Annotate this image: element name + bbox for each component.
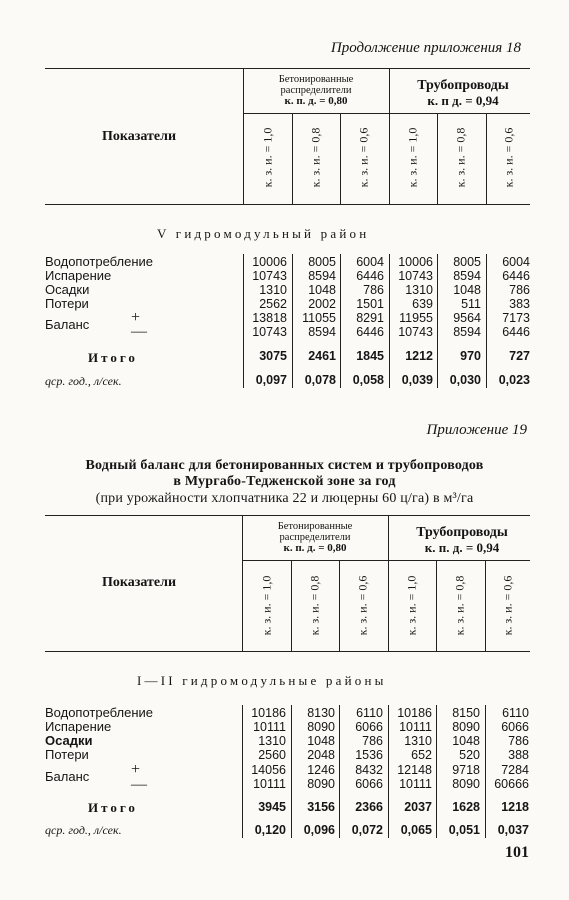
table-cell: 10743 [252,269,287,283]
table-cell: 1310 [405,283,433,297]
table-cell: 1048 [308,283,336,297]
table-cell: 2560 [258,748,286,762]
table-cell: 10111 [399,777,432,791]
table-cell: 0,030 [449,373,481,387]
table-cell: 1536 [355,748,383,762]
table-cell: 8432 [355,763,383,777]
table-cell: 786 [363,283,384,297]
table-cell: 786 [362,734,383,748]
column-rule [389,254,390,388]
group-title-line1: Бетонированные [277,521,353,532]
col-header: к. з. и. = 0,6 [500,575,515,636]
row-label-losses: Потери [45,747,89,762]
col-header: к. з. и. = 1,0 [404,575,419,636]
table-cell: 2037 [404,800,432,814]
table-cell: 10006 [398,255,433,269]
table-cell: 0,039 [401,373,433,387]
table-cell: 14056 [251,763,286,777]
row-label-balance: Баланс [45,769,90,784]
indicators-header: Показатели [102,575,177,590]
table-cell: 2461 [308,349,336,363]
minus-sign: — [131,776,147,793]
col-header: к. з. и. = 0,8 [453,127,468,188]
row-label-consumption: Водопотребление [45,705,154,720]
table2-group-concrete [249,521,381,554]
table-cell: 60666 [494,777,529,791]
table-cell: 786 [508,734,529,748]
table1-top-rule [45,68,530,69]
table1-vline [340,113,341,204]
table-cell: 13818 [252,311,287,325]
table-cell: 1048 [453,283,481,297]
table-cell: 8594 [308,269,336,283]
table-cell: 652 [411,748,432,762]
table-cell: 0,096 [303,823,335,837]
table-cell: 0,120 [254,823,286,837]
group-title: Трубопроводы [417,78,509,93]
table2-top-rule [45,515,530,516]
table-cell: 9718 [452,763,480,777]
table-cell: 6446 [356,325,384,339]
table-cell: 1628 [452,800,480,814]
table-cell: 8594 [453,269,481,283]
minus-sign: — [131,323,147,340]
col-header: к. з. и. = 0,6 [501,127,516,188]
group-title-line2: распределители [279,532,351,543]
q-label: qср. год., л/сек. [45,374,122,388]
table-cell: 1310 [258,734,286,748]
column-rule [437,254,438,388]
table-cell: 1501 [356,297,384,311]
table-cell: 2366 [355,800,383,814]
col-header: к. з. и. = 0,6 [355,575,370,636]
table-cell: 2048 [307,748,335,762]
plus-sign: + [131,309,141,326]
table-cell: 639 [412,297,433,311]
table2-group-pipes [395,525,529,555]
table-cell: 0,097 [255,373,287,387]
table-cell: 3156 [307,800,335,814]
col-header: к. з. и. = 1,0 [260,127,275,188]
column-rule [291,705,292,838]
table-cell: 383 [509,297,530,311]
total-label: Итого [88,800,138,815]
row-label-consumption: Водопотребление [45,254,154,269]
table-cell: 0,065 [400,823,432,837]
appendix-title-line3: (при урожайности хлопчатника 22 и люцерны 60 ц/га) в м³/га [95,491,474,506]
table-cell: 10743 [398,269,433,283]
table-cell: 727 [509,349,530,363]
group-title-line2: распределители [280,85,352,96]
table-cell: 8090 [307,777,335,791]
table2-vline [242,515,243,651]
table-cell: 6004 [356,255,384,269]
table1-vline [437,113,438,204]
column-rule [486,254,487,388]
column-rule [485,705,486,838]
col-header: к. з. и. = 1,0 [405,127,420,188]
appendix-label: Приложение 19 [426,422,527,438]
table1-vline [486,113,487,204]
col-header: к. з. и. = 1,0 [259,575,274,636]
table-cell: 1048 [307,734,335,748]
table-cell: 6446 [356,269,384,283]
table-cell: 10111 [399,720,432,734]
table-cell: 0,072 [351,823,383,837]
table1-header-bottom-rule [45,204,530,205]
column-rule [292,254,293,388]
table-cell: 6110 [502,706,529,720]
q-label: qср. год., л/сек. [45,823,122,837]
total-label: Итого [88,350,138,365]
table-cell: 6066 [355,777,383,791]
table-cell: 12148 [397,763,432,777]
table-cell: 8090 [307,720,335,734]
table1-group-concrete [250,74,382,107]
table2-vline [485,560,486,651]
table1-vline [389,68,390,204]
table-cell: 6446 [502,325,530,339]
row-label-losses: Потери [45,296,89,311]
column-rule [242,705,243,838]
col-header: к. з. и. = 0,8 [452,575,467,636]
group-title-line1: Бетонированные [278,74,354,85]
table-cell: 8090 [452,720,480,734]
table-cell: 11055 [302,311,336,325]
table-cell: 7284 [501,763,529,777]
table-cell: 9564 [453,311,481,325]
table-cell: 1310 [259,283,287,297]
column-rule [436,705,437,838]
table-cell: 0,058 [352,373,384,387]
table-cell: 10743 [398,325,433,339]
table-cell: 10006 [252,255,287,269]
table2-zone-title: I—II гидромодульные районы [137,673,387,688]
table-cell: 8005 [308,255,336,269]
table-cell: 8594 [453,325,481,339]
table-cell: 7173 [502,311,530,325]
table-cell: 6066 [355,720,383,734]
table2-vline [436,560,437,651]
row-label-precipitation: Осадки [45,733,93,748]
table-cell: 10111 [253,777,286,791]
table-cell: 0,051 [448,823,480,837]
column-rule [243,254,244,388]
table1-vline [243,68,244,204]
table-cell: 388 [508,748,529,762]
table-cell: 11955 [399,311,433,325]
table-cell: 0,037 [497,823,529,837]
table-cell: 511 [461,297,481,311]
table-cell: 8150 [452,706,480,720]
table-cell: 10186 [397,706,432,720]
column-rule [340,254,341,388]
table-cell: 6004 [502,255,530,269]
table-cell: 8291 [356,311,384,325]
column-rule [388,705,389,838]
table2-vline [291,560,292,651]
column-rule [339,705,340,838]
table2-header-bottom-rule [45,651,530,652]
table2-vline [339,560,340,651]
table-cell: 0,078 [304,373,336,387]
table-cell: 520 [459,748,480,762]
plus-sign: + [131,761,141,778]
table-cell: 10186 [251,706,286,720]
table1-group-pipes [396,78,530,108]
table-cell: 8130 [307,706,335,720]
table-cell: 1048 [452,734,480,748]
efficiency-label: к. п д. = 0,94 [427,93,499,108]
page-number: 101 [505,844,529,861]
table-cell: 1212 [405,349,433,363]
table-cell: 8090 [452,777,480,791]
col-header: к. з. и. = 0,6 [356,127,371,188]
table-cell: 8005 [453,255,481,269]
table-cell: 10743 [252,325,287,339]
table-cell: 786 [509,283,530,297]
row-label-balance: Баланс [45,317,90,332]
table-cell: 2002 [308,297,336,311]
group-title: Трубопроводы [416,525,508,540]
table-cell: 1845 [356,349,384,363]
table-cell: 3945 [258,800,286,814]
table2-vline [388,515,389,651]
table-cell: 6446 [502,269,530,283]
table-cell: 6066 [501,720,529,734]
table-cell: 1246 [307,763,335,777]
table-cell: 8594 [308,325,336,339]
row-label-evaporation: Испарение [45,719,112,734]
efficiency-label: к. п. д. = 0,80 [284,95,348,107]
table-cell: 10111 [253,720,286,734]
table1-vline [292,113,293,204]
table-cell: 970 [460,349,481,363]
efficiency-label: к. п. д. = 0,80 [283,542,347,554]
table-cell: 0,023 [498,373,530,387]
table-cell: 3075 [259,349,287,363]
col-header: к. з. и. = 0,8 [307,575,322,636]
table1-zone-title: V гидромодульный район [157,226,370,241]
appendix-title-line2: в Мургабо-Теджeнской зоне за год [173,474,396,489]
row-label-evaporation: Испарение [45,268,112,283]
col-header: к. з. и. = 0,8 [308,127,323,188]
table-cell: 6110 [356,706,383,720]
table-cell: 2562 [259,297,287,311]
appendix-title-line1: Водный баланс для бетонированных систем и трубопроводов [85,458,484,473]
indicators-header: Показатели [102,129,177,144]
row-label-precipitation: Осадки [45,282,90,297]
table2-group-rule [242,560,530,561]
table-cell: 1310 [404,734,432,748]
efficiency-label: к. п. д. = 0,94 [424,540,500,555]
table-cell: 1218 [501,800,529,814]
continuation-label: Продолжение приложения 18 [330,40,521,56]
